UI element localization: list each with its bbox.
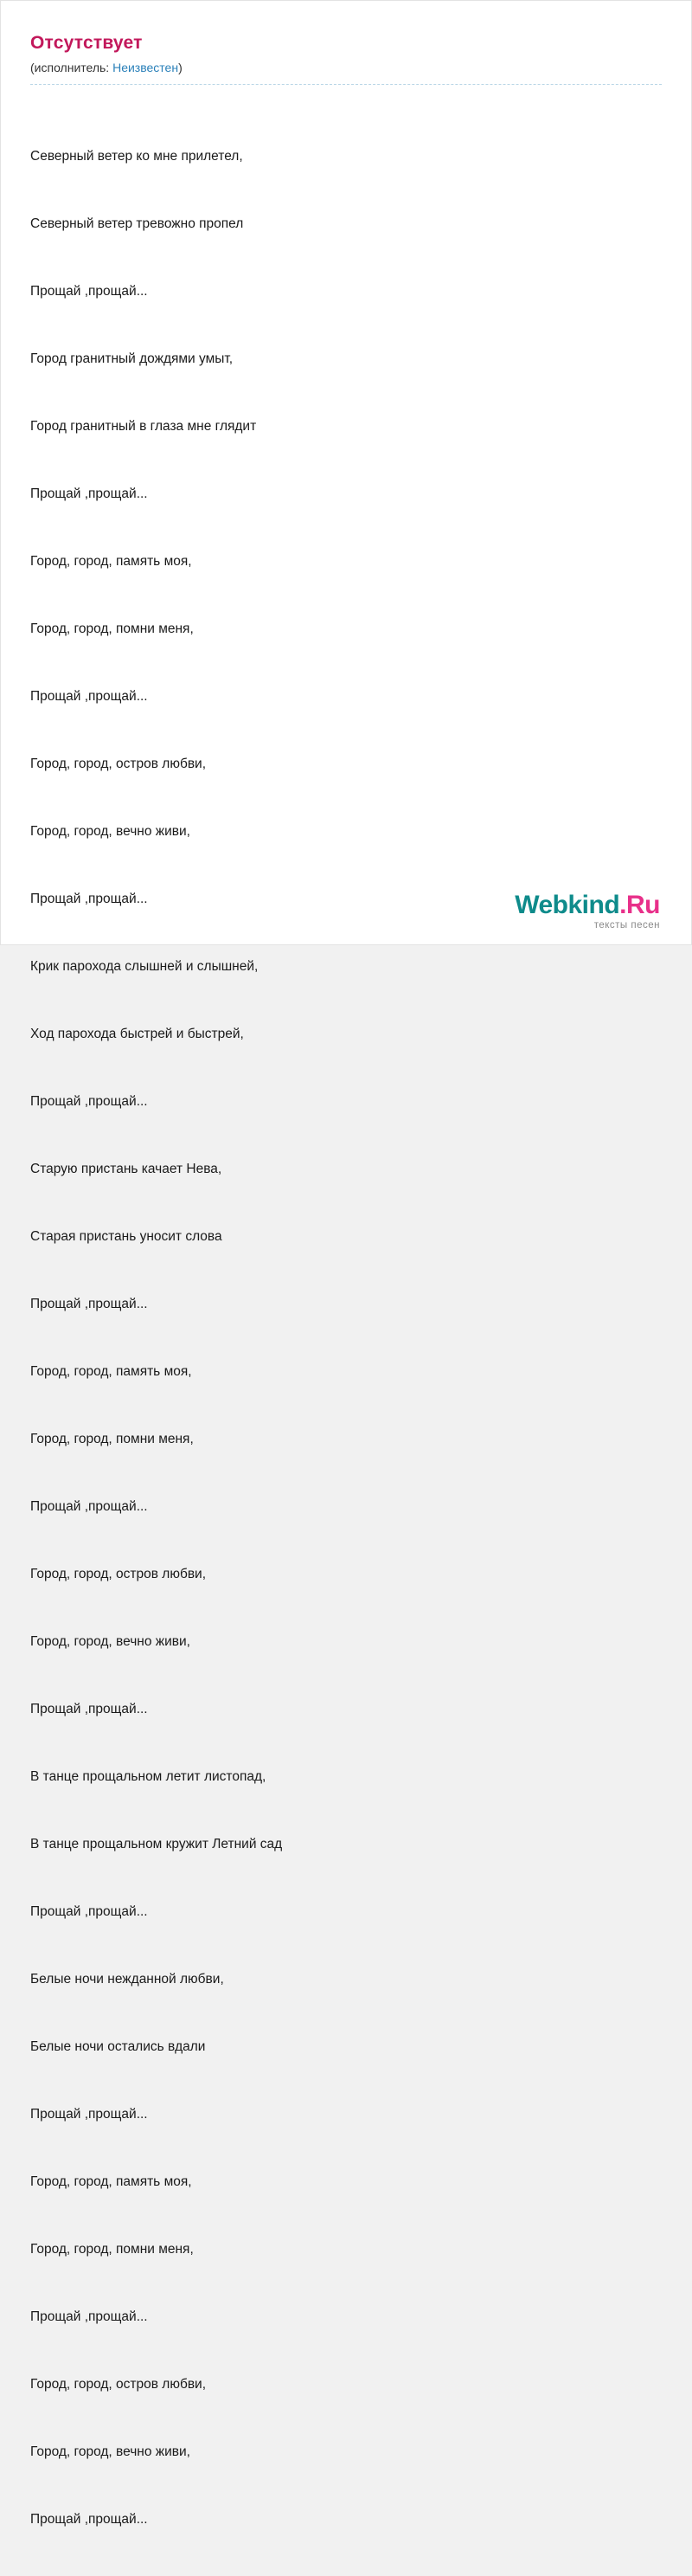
lyrics-line: Прощай ,прощай... <box>30 1297 148 1311</box>
lyrics-line: Город, город, вечно живи, <box>30 2444 190 2459</box>
lyrics-line: Белые ночи нежданной любви, <box>30 1972 224 1987</box>
lyrics-line: Северный ветер ко мне прилетел, <box>30 149 243 164</box>
lyrics-line: Ход парохода быстрей и быстрей, <box>30 1027 244 1041</box>
lyrics-line: Город гранитный дождями умыт, <box>30 351 234 366</box>
lyrics-line: Прощай ,прощай... <box>30 689 148 704</box>
lyrics-line: Город, город, остров любви, <box>30 757 207 771</box>
artist-suffix-label: ) <box>178 61 183 74</box>
lyrics-line: Город, город, вечно живи, <box>30 824 190 839</box>
lyrics-line: Прощай ,прощай... <box>30 1904 148 1919</box>
lyrics-line: Прощай ,прощай... <box>30 892 148 906</box>
lyrics-line: Город, город, помни меня, <box>30 621 194 636</box>
artist-prefix-label: (исполнитель: <box>30 61 113 74</box>
page-title: Отсутствует <box>30 33 143 53</box>
lyrics-line: Город, город, память моя, <box>30 554 192 569</box>
lyrics-line: Город гранитный в глаза мне глядит <box>30 419 257 434</box>
lyrics-line: Прощай ,прощай... <box>30 2309 148 2324</box>
lyrics-line: В танце прощальном летит листопад, <box>30 1769 266 1784</box>
lyrics-line: Город, город, остров любви, <box>30 2377 207 2392</box>
site-tagline: тексты песен <box>593 919 660 931</box>
lyrics-line: Крик парохода слышней и слышней, <box>30 959 259 974</box>
lyrics-line: Прощай ,прощай... <box>30 1499 148 1514</box>
lyrics-line: Город, город, вечно живи, <box>30 1634 190 1649</box>
lyrics-line: В танце прощальном кружит Летний сад <box>30 1837 283 1852</box>
lyrics-line: Прощай ,прощай... <box>30 1094 148 1109</box>
site-logo-tld: .Ru <box>619 890 660 919</box>
lyrics-line: Город, город, память моя, <box>30 1364 192 1379</box>
lyrics-line: Белые ночи остались вдали <box>30 2039 206 2054</box>
lyrics-line: Прощай ,прощай... <box>30 2107 148 2122</box>
lyrics-line: Город, город, остров любви, <box>30 1567 207 1581</box>
lyrics-line: Прощай ,прощай... <box>30 486 148 501</box>
lyrics-line: Город, город, помни меня, <box>30 2242 194 2257</box>
lyrics-text <box>30 100 662 2576</box>
lyrics-line: Прощай ,прощай... <box>30 2512 148 2527</box>
lyrics-line: Северный ветер тревожно пропел <box>30 216 244 231</box>
lyrics-line: Город, город, память моя, <box>30 2174 192 2189</box>
lyrics-line: Прощай ,прощай... <box>30 284 148 299</box>
lyrics-line: Город, город, помни меня, <box>30 1432 194 1446</box>
lyrics-line: Прощай ,прощай... <box>30 1702 148 1716</box>
lyrics-line: Старая пристань уносит слова <box>30 1229 222 1244</box>
site-logo[interactable] <box>515 892 660 931</box>
lyrics-line: Старую пристань качает Нева, <box>30 1162 222 1176</box>
site-logo-name: Webkind <box>515 890 620 919</box>
artist-line <box>30 60 662 85</box>
artist-link[interactable]: Неизвестен <box>112 61 179 74</box>
